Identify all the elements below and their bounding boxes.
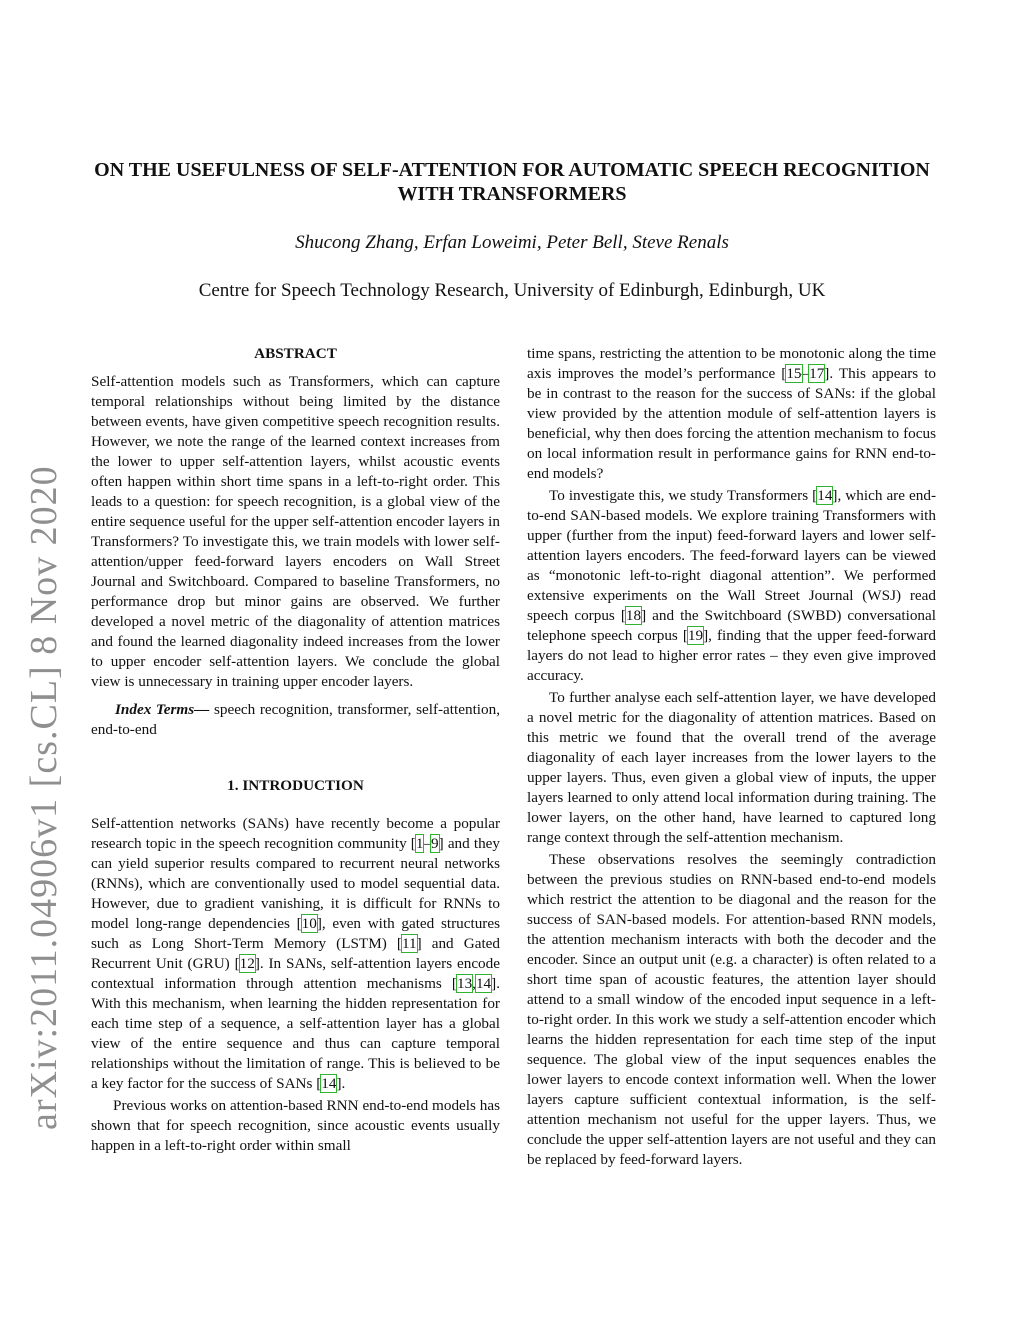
citation-link[interactable]: 14 [475,975,492,992]
citation-link[interactable]: 17 [809,365,825,382]
introduction-heading: 1. INTRODUCTION [227,777,364,794]
text-run: – [423,835,432,852]
citation-link[interactable]: 18 [625,607,642,624]
abstract-text: Self-attention models such as Transformers, which can capture temporal relationships without being limited by the distance between events, have given competitive speech recognition results. However, we note the range of the learned context increases from the lower to upper self-attention layers, whilst acoustic events often happen within short time spans in a left-to-right order. This leads to a question: for speech recognition, is a global view of the entire sequence useful for the upper self-attention encoder layers in Transformers? To investigate this, we train models with lower self-attention/upper feed-forward layers encoders on Wall Street Journal and Switchboard. Compared to baseline Transformers, no performance drop but minor gains are observed. We further developed a novel metric of the diagonality of attention matrices and found the learned diagonality indeed increases from the lower to upper encoder self-attention layers. We conclude the global view is unnecessary in training upper encoder layers. [91,373,500,690]
text-run: ], finding that the upper feed-forward layers do not lead to higher error rates – they even give improved accuracy. [527,627,936,684]
right-paragraph-1 [527,344,936,484]
citation-link[interactable]: 15 [786,365,802,382]
text-run: ]. [336,1075,346,1092]
right-column [527,344,936,1170]
index-terms-text: speech recognition, transformer, self-attention, end-to-end [91,701,500,738]
citation-link[interactable]: 9 [431,835,439,852]
text-run: Self-attention networks (SANs) have recently become a popular research topic in the speech recognition community [ [91,815,500,852]
text-run: ] and they can yield superior results compared to recurrent neural networks (RNNs), which are conventionally used to model sequential data. However, due to gradient vanishing, it is difficult for RNNs to model long-range dependencies [ [91,835,501,932]
right-paragraph-3: To further analyse each self-attention layer, we have developed a novel metric for the diagonality of attention matrices. Based on this metric we found that the overall trend of the average diagonality of each layer increases from the lower layers to the upper layers. Thus, even given a global view of inputs, the upper layers learned to only attend local information during training. The lower layers, on the other hand, have learned to captured long range context through the self-attention mechanism. [527,689,936,846]
citation-link[interactable]: 12 [239,955,255,972]
citation-link[interactable]: 13 [456,975,473,992]
citation-link[interactable]: 1 [415,835,424,852]
text-run: , [472,975,476,992]
text-run: ]. This appears to be in contrast to the reason for the success of SANs: if the global view provided by the attention module of self-attention layers is beneficial, why then does forcing the attention mechanism to focus on local information result in performance gains for RNN end-to-end models? [527,365,937,482]
paper-title-line-2: WITH TRANSFORMERS [397,183,627,205]
index-terms-label: Index Terms— [115,701,210,718]
text-run: ]. With this mechanism, when learning the hidden representation for each time step of a sequence, a self-attention layer has a global view of the entire sequence and thus can capture temporal relationships without the limitation of range. This is believed to be a key factor for the success of SANs [ [91,975,500,1092]
abstract-heading: ABSTRACT [254,345,337,362]
citation-link[interactable]: 14 [817,487,833,504]
paper-title [60,158,964,206]
right-paragraph-4: These observations resolves the seemingly contradiction between the previous studies on RNN-based end-to-end models which restrict the attention to be diagonal and the reason for the success of SAN-based models. For attention-based RNN models, the attention mechanism interacts with both the decoder and the encoder. Since an output unit (e.g. a character) is often related to a short time span of acoustic features, the attention layer should attend to a small window of the encoded input sequence in a left-to-right order. In this work we study a self-attention encoder which learns the hidden representation for each time step of the input sequence. The global view of the input sequences enables the lower layers to encode context information well. When the lower layers capture sufficient contextual information, is the self-attention mechanism not useful for the upper layers. Thus, we conclude the upper self-attention layers are not useful and they can be replaced by feed-forward layers. [527,851,936,1168]
paper-title-line-1: ON THE USEFULNESS OF SELF-ATTENTION FOR AUTOMATIC SPEECH RECOGNITION [94,159,930,181]
author-list: Shucong Zhang, Erfan Loweimi, Peter Bell, Steve Renals [295,232,729,253]
citation-link[interactable]: 10 [301,915,317,932]
right-paragraph-2 [527,486,936,686]
intro-paragraph-2: Previous works on attention-based RNN end-to-end models has shown that for speech recognition, since acoustic events usually happen in a left-to-right order within small [91,1097,500,1154]
arxiv-identifier-stamp: arXiv:2011.04906v1 [cs.CL] 8 Nov 2020 [23,465,65,1130]
text-run: time spans, restricting the attention to be monotonic along the time axis improves the model’s performance [ [527,345,936,382]
left-column [91,344,500,1156]
text-run: ] and Gated Recurrent Unit (GRU) [ [91,935,501,972]
text-run: ], which are end-to-end SAN-based models. We explore training Transformers with upper (further from the input) feed-forward layers and lower self-attention layers encoders. The feed-forward layers can be viewed as “monotonic left-to-right diagonal attention”. We performed extensive experiments on the Wall Street Journal (WSJ) read speech corpus [ [527,487,936,624]
citation-link[interactable]: 11 [401,935,417,952]
affiliation: Centre for Speech Technology Research, University of Edinburgh, Edinburgh, UK [198,280,826,301]
index-terms [91,700,500,740]
citation-link[interactable]: 19 [687,627,704,644]
text-run: To investigate this, we study Transformers [ [549,487,818,504]
text-run: – [801,365,810,382]
text-run: ] and the Switchboard (SWBD) conversational telephone speech corpus [ [527,607,936,644]
text-run: ]. In SANs, self-attention layers encode contextual information through attention mechanisms [ [91,955,500,992]
intro-paragraph-1 [91,814,500,1094]
text-run: ], even with gated structures such as Long Short-Term Memory (LSTM) [ [91,915,500,952]
citation-link[interactable]: 14 [321,1075,337,1092]
